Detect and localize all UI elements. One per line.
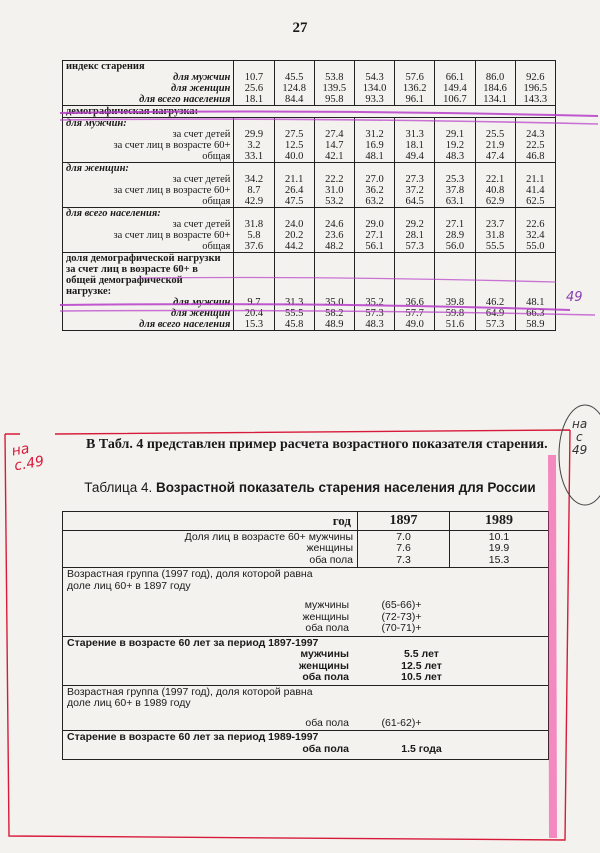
value-col: 48.1 66.3 58.9 (515, 253, 555, 331)
aging-index-col: 45.5 124.8 84.4 (274, 61, 314, 106)
sex-label: мужчины (304, 599, 349, 611)
value-col: 22.1 40.8 62.9 (475, 163, 515, 208)
year-1897: 1897 (358, 512, 450, 531)
aging-index-title: индекс старения (66, 61, 145, 72)
sex-label: оба пола (305, 716, 349, 729)
value-col: 27.3 37.2 64.5 (395, 163, 435, 208)
sex-label: оба пола (302, 671, 349, 683)
aging-index-col: 57.6 136.2 96.1 (395, 61, 435, 106)
sex-label: мужчины (308, 530, 353, 543)
value-col: 31.3 18.1 49.4 (395, 118, 435, 163)
value-col: 9.7 20.4 15.3 (234, 253, 274, 331)
group-header: для мужчин: (66, 118, 127, 129)
group-header: для всего населения: (66, 208, 161, 219)
share-group (63, 253, 556, 331)
aging-value: 10.5 лет (401, 671, 442, 683)
year-header: год (63, 512, 358, 531)
value-col: 29.0 27.1 56.1 (354, 208, 394, 253)
sex-label: мужчины (300, 648, 349, 660)
burden-group-women (63, 163, 556, 208)
age-group-value: (70-71)+ (381, 622, 422, 634)
value-col: 31.2 16.9 48.1 (354, 118, 394, 163)
burden-group-all (63, 208, 556, 253)
sex-label: оба пола (302, 742, 349, 755)
aging-statistics-table (62, 60, 556, 331)
row-label: за счет лиц в возрасте 60+ (113, 230, 231, 241)
marker-strip (552, 455, 553, 838)
sex-label: женщины (302, 610, 349, 623)
value-col: 29.9 3.2 33.1 (234, 118, 274, 163)
aging-index-cell (63, 61, 234, 106)
sex-label: оба пола (305, 622, 349, 634)
age-group-1989-text: Возрастная группа (1997 год), доля которой равна доле лиц 60+ в 1989 году (67, 685, 313, 709)
page-number: 27 (292, 20, 308, 36)
value-col: 34.2 8.7 42.9 (234, 163, 274, 208)
aging-value: 1.5 года (401, 742, 442, 755)
row-label: общая (202, 196, 231, 207)
value-col: 46.2 64.9 57.3 (475, 253, 515, 331)
aging-1989-1997-title: Старение в возрасте 60 лет за период 1989-1997 (67, 731, 319, 743)
share60-label: Доля лиц в возрасте 60+ (184, 530, 306, 543)
sex-label: оба пола (309, 553, 353, 566)
value-col: 29.1 19.2 48.3 (435, 118, 475, 163)
value-col: 25.5 21.9 47.4 (475, 118, 515, 163)
value-col: 27.5 12.5 40.0 (274, 118, 314, 163)
value-col: 24.6 23.6 48.2 (314, 208, 354, 253)
aging-1897-1997-title: Старение в возрасте 60 лет за период 1897-1997 (67, 636, 319, 649)
year-1989: 1989 (450, 512, 549, 531)
value-col: 36.6 57.7 49.0 (395, 253, 435, 331)
age-group-value: (72-73)+ (381, 610, 422, 623)
aging-1989-1997-cell (63, 731, 549, 760)
age-group-value: (65-66)+ (381, 599, 422, 611)
aging-value: 5.5 лет (404, 648, 439, 660)
caption-prefix: Таблица 4. (84, 480, 153, 495)
aging-index-col: 54.3 134.0 93.3 (354, 61, 394, 106)
row-label: для женщин (170, 83, 231, 94)
value-col: 21.1 26.4 47.5 (274, 163, 314, 208)
value-col: 35.2 57.3 48.3 (354, 253, 394, 331)
table4 (62, 511, 549, 760)
share60-1989: 10.1 19.9 15.3 (450, 530, 549, 568)
row-label: общая (202, 151, 231, 162)
group-header: для женщин: (66, 163, 129, 174)
caption-title: Возрастной показатель старения населения для России (155, 480, 536, 495)
aging-index-col: 66.1 149.4 106.7 (435, 61, 475, 106)
row-label: для всего населения (139, 319, 231, 330)
value-col: 27.4 14.7 42.1 (314, 118, 354, 163)
age-group-1897-text: Возрастная группа (1997 год), доля которой равна доле лиц 60+ в 1897 году (67, 568, 313, 592)
row-label: за счет детей (172, 129, 231, 140)
share60-1897: 7.0 7.6 7.3 (358, 530, 450, 568)
value-col: 22.6 32.4 55.0 (515, 208, 555, 253)
aging-1897-1997-cell (63, 636, 549, 685)
left-margin-note: на с.49 (10, 440, 46, 475)
value-col: 29.2 28.1 57.3 (395, 208, 435, 253)
age-group-1989-cell (63, 685, 549, 731)
burden-title: демографическая нагрузка: (63, 106, 556, 118)
aging-index-col: 10.7 25.6 18.1 (234, 61, 274, 106)
value-col: 31.3 55.5 45.8 (274, 253, 314, 331)
age-group-1897-cell (63, 568, 549, 637)
share60-label-cell (63, 530, 358, 568)
age-group-value: (61-62)+ (381, 716, 422, 729)
row-label: для мужчин (173, 72, 231, 83)
row-label: для мужчин (173, 297, 231, 308)
share-title: доля демографической нагрузки за счет лиц в возрасте 60+ в общей демографической нагрузке: (66, 253, 221, 297)
sex-label: женщины (298, 659, 349, 672)
margin-page-mark: 49 (566, 290, 583, 305)
row-label: за счет лиц в возрасте 60+ (113, 185, 231, 196)
value-col: 23.7 31.8 55.5 (475, 208, 515, 253)
aging-value: 12.5 лет (401, 659, 442, 672)
value-col: 39.8 59.8 51.6 (435, 253, 475, 331)
aging-index-col: 86.0 184.6 134.1 (475, 61, 515, 106)
value-col: 31.8 5.8 37.6 (234, 208, 274, 253)
table4-caption (60, 480, 560, 495)
value-col: 25.3 37.8 63.1 (435, 163, 475, 208)
aging-index-col: 92.6 196.5 143.3 (515, 61, 555, 106)
value-col: 21.1 41.4 62.5 (515, 163, 555, 208)
sex-label: женщины (306, 542, 353, 554)
value-col: 27.0 36.2 63.2 (354, 163, 394, 208)
row-label: общая (202, 241, 231, 252)
row-label: за счет детей (172, 219, 231, 230)
value-col: 24.3 22.5 46.8 (515, 118, 555, 163)
right-margin-note: на с 49 (572, 417, 588, 457)
row-label: за счет лиц в возрасте 60+ (113, 140, 231, 151)
row-label: для женщин (170, 308, 231, 319)
value-col: 27.1 28.9 56.0 (435, 208, 475, 253)
row-label: за счет детей (172, 174, 231, 185)
value-col: 24.0 20.2 44.2 (274, 208, 314, 253)
aging-index-col: 53.8 139.5 95.8 (314, 61, 354, 106)
burden-group-men (63, 118, 556, 163)
value-col: 22.2 31.0 53.2 (314, 163, 354, 208)
intro-paragraph: В Табл. 4 представлен пример расчета возрастного показателя старения. (86, 437, 548, 452)
value-col: 35.0 58.2 48.9 (314, 253, 354, 331)
row-label: для всего населения (139, 94, 231, 105)
